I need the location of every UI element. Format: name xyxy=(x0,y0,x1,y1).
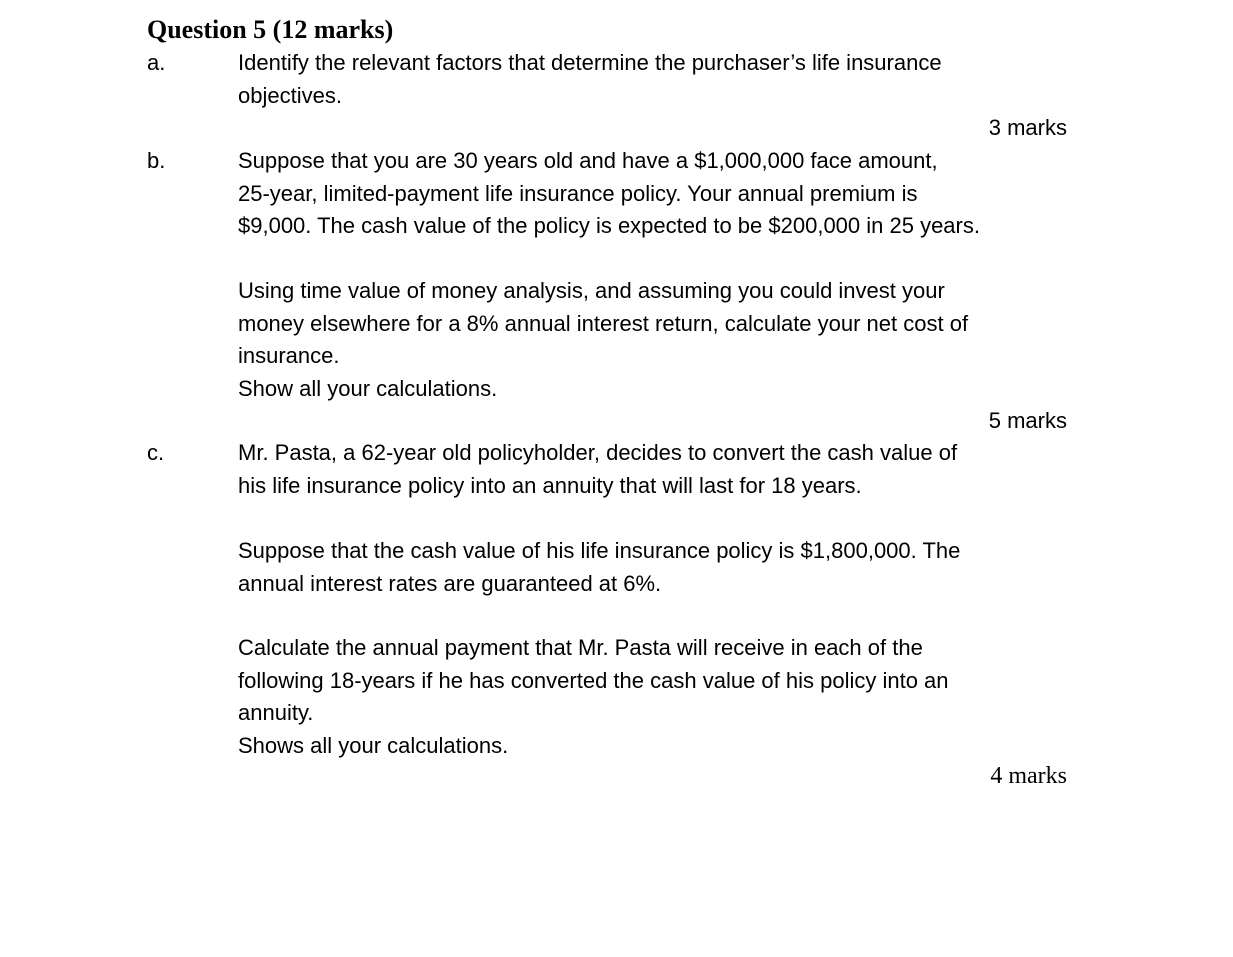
text-line: annuity. xyxy=(238,700,314,725)
part-b-paragraph-1 xyxy=(238,145,1078,243)
text-line: following 18-years if he has converted the cash value of his policy into an xyxy=(238,667,949,693)
text-line: Shows all your calculations. xyxy=(238,732,509,758)
text-line: his life insurance policy into an annuity that will last for 18 years. xyxy=(238,472,862,498)
text-line: insurance. xyxy=(238,343,340,368)
text-line: money elsewhere for a 8% annual interest return, calculate your net cost of xyxy=(238,310,969,336)
part-a-label: a. xyxy=(147,50,166,75)
text-line: objectives. xyxy=(238,82,342,108)
part-c-paragraph-3 xyxy=(238,632,1078,762)
part-b-marks: 5 marks xyxy=(988,408,1067,433)
part-a-marks: 3 marks xyxy=(988,115,1067,140)
part-c-label: c. xyxy=(147,440,165,465)
text-line: annual interest rates are guaranteed at 6%. xyxy=(238,570,662,596)
part-c-marks: 4 marks xyxy=(990,763,1067,789)
text-line: Identify the relevant factors that determine the purchaser’s life insurance xyxy=(238,50,942,75)
text-line: 25-year, limited-payment life insurance policy. Your annual premium is xyxy=(238,180,918,206)
part-b-label: b. xyxy=(147,148,166,173)
text-line: Show all your calculations. xyxy=(238,375,498,401)
text-line: Mr. Pasta, a 62-year old policyholder, decides to convert the cash value of xyxy=(238,440,958,465)
part-b-paragraph-2 xyxy=(238,275,1078,405)
text-line: $9,000. The cash value of the policy is expected to be $200,000 in 25 years. xyxy=(238,213,980,238)
question-heading: Question 5 (12 marks) xyxy=(147,15,394,44)
part-c-paragraph-1 xyxy=(238,437,1078,502)
text-line: Calculate the annual payment that Mr. Pasta will receive in each of the xyxy=(238,635,923,660)
text-line: Suppose that you are 30 years old and have a $1,000,000 face amount, xyxy=(238,148,938,173)
text-line: Using time value of money analysis, and assuming you could invest your xyxy=(238,278,945,303)
part-c-paragraph-2 xyxy=(238,535,1078,600)
part-a-paragraph xyxy=(238,47,1078,112)
text-line: Suppose that the cash value of his life insurance policy is $1,800,000. The xyxy=(238,538,961,563)
